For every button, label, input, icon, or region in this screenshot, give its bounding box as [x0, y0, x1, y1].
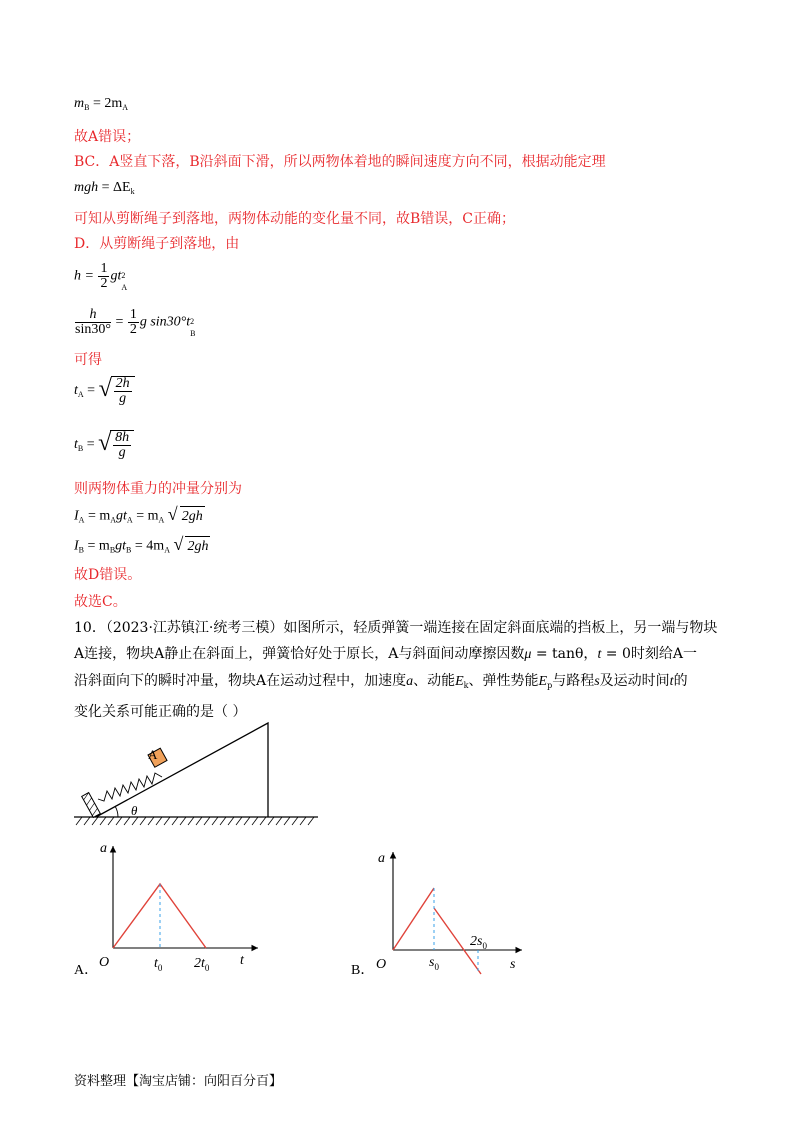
option-b-label: B．	[351, 963, 375, 978]
y-axis-label: a	[100, 841, 107, 856]
tick-2t0: $2t_0$	[194, 956, 210, 973]
equation-ta: $t_A$ = √ $\frac{2h}{g}$	[74, 376, 135, 418]
question-line-2: A连接，物块A静止在斜面上，弹簧恰好处于原长，A与斜面间动摩擦因数μ = tanθ，t = 0时刻给A一	[74, 646, 697, 662]
equation-h: h = $\frac{1}{2}$ gt 2 A	[74, 261, 128, 292]
tick-2s0: $2s_0$	[470, 934, 487, 951]
y-axis-label: a	[378, 851, 385, 866]
equation-tb: $t_B$ = √ $\frac{8h}{g}$	[74, 430, 134, 472]
conclusion-a-wrong: 故A错误；	[74, 129, 141, 145]
graph-a	[70, 840, 280, 980]
tick-s0: $s_0$	[429, 955, 439, 972]
ground-hatch	[76, 817, 314, 825]
angle-arc	[115, 806, 118, 817]
origin-label: O	[376, 957, 387, 972]
question-line-4: 变化关系可能正确的是（ ）	[74, 704, 247, 720]
angle-theta-label: θ	[131, 803, 138, 818]
explanation-bc: BC．A竖直下落，B沿斜面下滑，所以两物体着地的瞬间速度方向不同，根据动能定理	[74, 154, 606, 170]
equation-ia: $I_A = m_Agt_A = m_A$ √ 2gh	[74, 506, 205, 530]
incline-figure	[70, 715, 330, 835]
incline-slope	[96, 723, 268, 817]
tick-t0: $t_0$	[154, 956, 163, 973]
x-axis-label: t	[240, 953, 244, 968]
footer-source: 资料整理【淘宝店铺：向阳百分百】	[74, 1074, 283, 1089]
derive-label: 可得	[74, 352, 102, 368]
question-line-3: 沿斜面向下的瞬时冲量，物块A在运动过程中，加速度a、动能$E_k$、弹性势能$E_p$与路程s及运动时间t的	[74, 673, 688, 690]
equation-incline: $\frac{h}{\sin 30^\circ}$ = $\frac{1}{2}$ g sin30°t 2 B	[75, 307, 196, 338]
energy-equation: mgh = $\Delta E_k$	[74, 180, 135, 196]
x-axis-label: s	[510, 957, 516, 972]
question-10	[74, 615, 734, 725]
graph-b	[348, 846, 538, 986]
answer-line: 故选C。	[74, 594, 127, 610]
block-a-label: A	[148, 747, 158, 762]
mass-relation: $m_B = 2m_A$	[74, 96, 129, 112]
explanation-d: D．从剪断绳子到落地，由	[74, 236, 240, 252]
conclusion-d-wrong: 故D错误。	[74, 567, 142, 583]
origin-label: O	[99, 955, 110, 970]
equation-ib: $I_B = m_Bgt_B = 4m_A$ √ 2gh	[74, 536, 210, 560]
spring	[98, 773, 162, 801]
question-line-1: 10．（2023·江苏镇江·统考三模）如图所示，轻质弹簧一端连接在固定斜面底端的挡板上，另一端与物块	[74, 620, 718, 636]
impulse-intro: 则两物体重力的冲量分别为	[74, 481, 242, 497]
conclusion-bc: 可知从剪断绳子到落地，两物体动能的变化量不同，故B错误，C正确；	[74, 211, 515, 227]
baffle-plate	[82, 793, 101, 818]
a-s-curve-rise	[393, 888, 434, 950]
option-a-label: A．	[74, 963, 99, 978]
